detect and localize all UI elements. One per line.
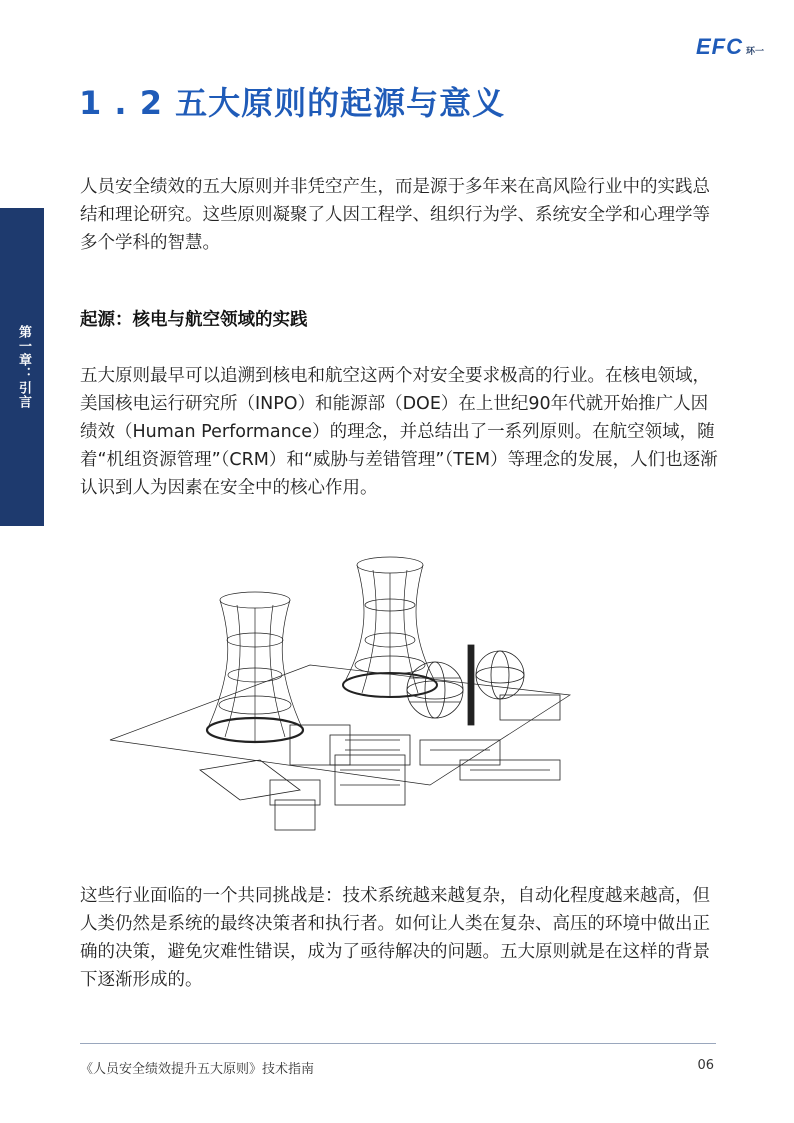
chapter-side-tab-label: 第一章：引言 bbox=[16, 325, 31, 409]
challenge-paragraph: 这些行业面临的一个共同挑战是：技术系统越来越复杂，自动化程度越来越高，但人类仍然是系统的最终决策者和执行者。如何让人类在复杂、高压的环境中做出正确的决策，避免灾难性错误，成为了亟待解决的问题。五大原则就是在这样的背景下逐渐形成的。 bbox=[80, 886, 710, 990]
origin-subheading: 起源：核电与航空领域的实践 bbox=[80, 310, 308, 330]
company-logo bbox=[696, 34, 764, 60]
nuclear-plant-wireframe-illustration bbox=[100, 545, 600, 845]
page-number: 06 bbox=[697, 1058, 714, 1073]
logo-sub: 环一 bbox=[745, 47, 764, 57]
origin-paragraph: 五大原则最早可以追溯到核电和航空这两个对安全要求极高的行业。在核电领域，美国核电运行研究所（INPO）和能源部（DOE）在上世纪90年代就开始推广人因绩效（Human Performance）的理念，并总结出了一系列原则。在航空领域，随着“机组资源管理”（CRM）和“威胁与差错管理”（TEM）等理念的发展，人们也逐渐认识到人为因素在安全中的核心作用。 bbox=[80, 366, 718, 498]
intro-paragraph: 人员安全绩效的五大原则并非凭空产生，而是源于多年来在高风险行业中的实践总结和理论研究。这些原则凝聚了人因工程学、组织行为学、系统安全学和心理学等多个学科的智慧。 bbox=[80, 177, 710, 253]
logo-mark: EFC bbox=[695, 34, 743, 59]
footer-divider bbox=[80, 1043, 716, 1044]
footer-document-title: 《人员安全绩效提升五大原则》技术指南 bbox=[80, 1062, 315, 1077]
section-title: 1 . 2 五大原则的起源与意义 bbox=[79, 84, 506, 122]
